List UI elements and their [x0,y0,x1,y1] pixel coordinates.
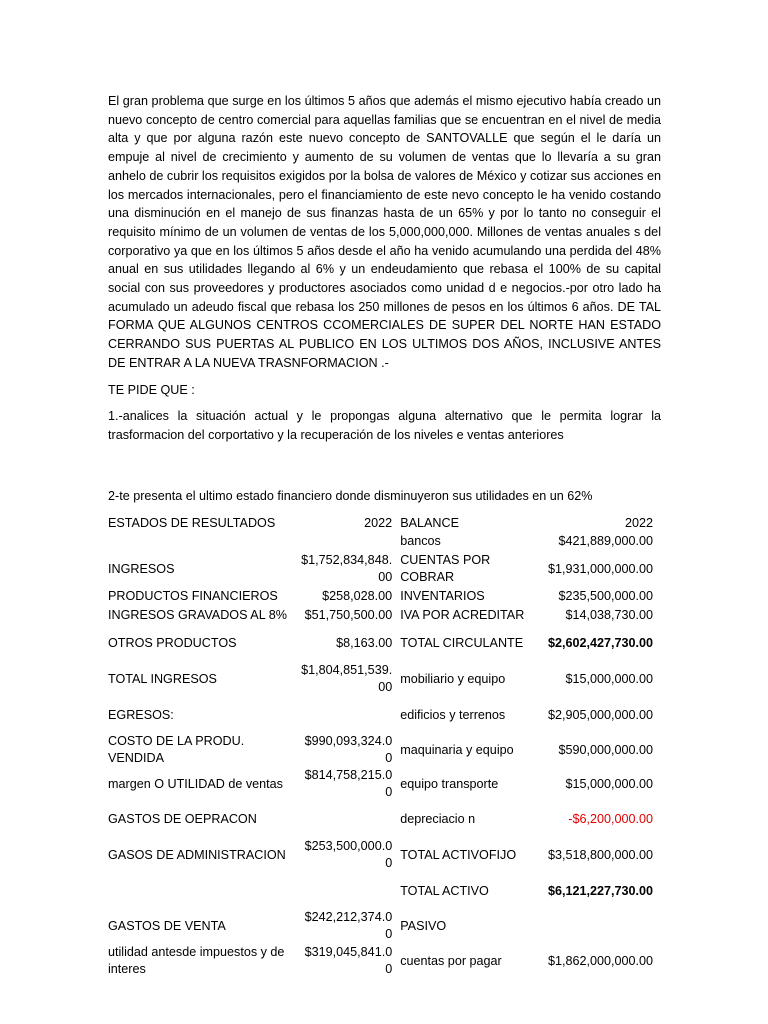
intro-paragraph: El gran problema que surge en los últimos 5 años que además el mismo ejecutivo había creado un nuevo concepto de centro comercial para aquellas familias que se encuentran en el nivel de media alta y que por alguna razón este nuevo concepto de SANTOVALLE que según el le daría un empuje al nivel de crecimiento y aumento de su volumen de ventas que lo llevaría a su gran anhelo de cubrir los requisitos exigidos por la bolsa de valores de México y cotizar sus acciones en los mercados internacionales, pero el financiamiento de este nevo concepto le ha venido costando una disminución en el manejo de sus finanzas hasta de un 65% y por lo tanto no conseguir el requisito mínimo de un volumen de ventas de los 5,000,000,000. Millones de ventas anuales s del corporativo ya que en los últimos 5 años desde el año ha venido acumulando una perdida del 48% anual en sus utilidades llegando al 6% y un endeudamiento que rebasa el 100% de su capital social con sus proveedores y productores asociados como unidad d e negocios.-por otro lado ha acumulado un adeudo fiscal que rebasa los 250 millones de pesos en los últimos 6 años. DE TAL FORMA QUE ALGUNOS CENTROS CCOMERCIALES DE SUPER DEL NORTE HAN ESTADO CERRANDO SUS PUERTAS AL PUBLICO EN LOS ULTIMOS DOS AÑOS, INCLUSIVE ANTES DE ENTRAR A LA NUEVA TRASNFORMACION .- [108,94,661,370]
row-value-left: $990,093,324.00 [304,734,393,766]
row-label-left: EGRESOS: [108,707,174,722]
row-label-left: INGRESOS GRAVADOS AL 8% [108,608,287,623]
row-value-left [295,532,396,551]
row-value-left: $242,212,374.00 [304,910,393,942]
balance-year: 2022 [624,516,653,531]
table-row [104,873,657,909]
table-row [104,697,657,733]
row-value-right: $14,038,730.00 [565,608,653,623]
row-value-right: $421,889,000.00 [558,534,653,549]
row-label-right: TOTAL ACTIVOFIJO [400,847,517,862]
table-row [104,532,657,551]
row-value-right: $1,931,000,000.00 [547,561,653,576]
row-value-left [295,801,396,837]
row-label-right: INVENTARIOS [400,589,485,604]
row-value-left [295,873,396,909]
row-label-right: edificios y terrenos [400,707,506,722]
row-label-left: utilidad antesde impuestos y de interes [108,945,285,977]
table-row [104,606,657,625]
row-value-left [295,697,396,733]
row-label-left: COSTO DE LA PRODU. VENDIDA [108,734,245,766]
table-row-header [104,515,657,532]
row-value-right: $15,000,000.00 [565,671,653,686]
row-label-left: TOTAL INGRESOS [108,671,217,686]
income-statement-title: ESTADOS DE RESULTADOS [108,516,276,531]
row-label-right: bancos [400,534,441,549]
row-label-left [104,873,295,909]
row-value-right: $590,000,000.00 [558,742,653,757]
income-year: 2022 [364,516,393,531]
financial-statements-table [104,515,657,979]
row-label-right: TOTAL ACTIVO [400,883,489,898]
table-row [104,767,657,801]
row-label-left: INGRESOS [108,561,175,576]
row-value-left: $51,750,500.00 [304,608,393,623]
row-value-right: $235,500,000.00 [558,589,653,604]
total-circulante-value: $2,602,427,730.00 [547,635,653,650]
total-ingresos-value: $1,804,851,539.00 [301,663,393,695]
table-row [104,587,657,606]
row-label-right: cuentas por pagar [400,953,502,968]
row-value-left: $253,500,000.00 [304,839,393,871]
row-value-left: $8,163.00 [336,635,393,650]
row-label-right: mobiliario y equipo [400,671,506,686]
row-label-right: IVA POR ACREDITAR [400,608,525,623]
row-label-right: depreciacio n [400,811,476,826]
row-label-right: PASIVO [400,918,447,933]
item-1-paragraph: 1.-analices la situación actual y le propongas alguna alternativo que le permita lograr la trasformacion del corportativo y la recuperación de los niveles e ventas anteriores [108,409,661,442]
table-row [104,837,657,873]
row-value-left: $1,752,834,848.00 [301,553,393,585]
row-value-right: $15,000,000.00 [565,776,653,791]
row-label-right: equipo transporte [400,776,499,791]
row-value-right [538,909,657,943]
table-row [104,909,657,943]
row-label-left: GASTOS DE VENTA [108,918,226,933]
row-value-left: $258,028.00 [322,589,393,604]
row-label-left: GASOS DE ADMINISTRACION [108,847,286,862]
te-pide-heading: TE PIDE QUE : [108,382,195,397]
row-label-right: maquinaria y equipo [400,742,514,757]
total-activo-value: $6,121,227,730.00 [547,883,653,898]
depreciacion-value: -$6,200,000.00 [568,811,653,826]
row-label-left: margen O UTILIDAD de ventas [108,776,283,791]
table-row [104,551,657,587]
row-label-left: GASTOS DE OEPRACON [108,811,257,826]
item-2-paragraph: 2-te presenta el ultimo estado financiero donde disminuyeron sus utilidades en un 62% [108,488,593,503]
row-label-right: TOTAL CIRCULANTE [400,635,524,650]
table-row [104,801,657,837]
table-row [104,661,657,697]
row-label-left [104,532,295,551]
row-label-right: CUENTAS POR COBRAR [400,553,491,585]
row-value-right: $1,862,000,000.00 [547,953,653,968]
row-value-right: $3,518,800,000.00 [547,847,653,862]
row-label-left: OTROS PRODUCTOS [108,635,237,650]
row-value-left: $319,045,841.00 [304,945,393,977]
row-value-left: $814,758,215.00 [304,768,393,800]
table-row [104,943,657,979]
table-row [104,733,657,767]
table-row [104,625,657,661]
row-value-right: $2,905,000,000.00 [547,707,653,722]
row-label-left: PRODUCTOS FINANCIEROS [108,589,278,604]
document-page [108,92,661,979]
balance-title: BALANCE [400,516,459,531]
